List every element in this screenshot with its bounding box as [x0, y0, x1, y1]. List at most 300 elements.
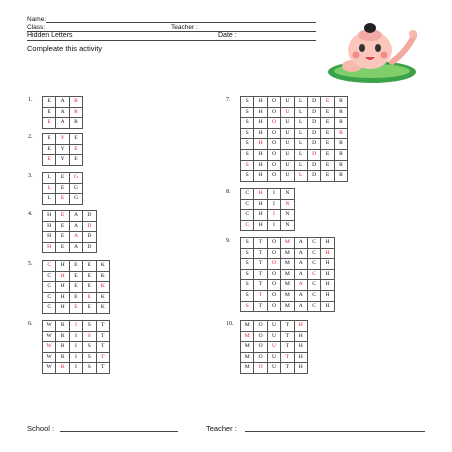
letter-cell: E [56, 211, 69, 222]
letter-cell: I [69, 342, 82, 353]
letter-cell: U [281, 171, 294, 182]
letter-cell: C [43, 282, 56, 293]
letter-cell: M [281, 301, 294, 312]
letter-cell: D [307, 107, 320, 118]
grid-row [241, 321, 308, 332]
letter-cell: H [294, 321, 307, 332]
letter-cell: E [321, 149, 334, 160]
letter-cell: U [267, 352, 280, 363]
letter-cell: O [267, 238, 280, 249]
exercise-number: 6. [28, 321, 33, 327]
letter-cell: S [83, 363, 96, 374]
grid-row [241, 118, 348, 129]
letter-cell: I [267, 220, 280, 231]
letter-cell: M [241, 363, 254, 374]
letter-cell: S [83, 331, 96, 342]
exercise-number: 8. [226, 189, 231, 195]
letter-grid-mouth [240, 320, 308, 374]
worksheet-title: Hidden Letters [27, 32, 73, 39]
letter-cell: L [43, 194, 56, 205]
letter-grid-head [42, 210, 97, 253]
letter-cell: L [294, 139, 307, 150]
letter-cell: H [321, 301, 334, 312]
letter-cell: S [241, 280, 254, 291]
grid-row [241, 269, 335, 280]
letter-cell: U [267, 363, 280, 374]
letter-cell: H [321, 248, 334, 259]
letter-cell: E [83, 282, 96, 293]
letter-cell: H [254, 118, 267, 129]
letter-grid-ear [42, 96, 83, 129]
letter-cell: A [69, 232, 82, 243]
letter-cell: W [43, 363, 56, 374]
grid-row [43, 144, 83, 155]
exercise-number: 7. [226, 97, 231, 103]
exercise-number: 9. [226, 238, 231, 244]
letter-cell: E [83, 271, 96, 282]
letter-cell: M [281, 290, 294, 301]
letter-grid-leg [42, 172, 83, 205]
letter-cell: N [281, 189, 294, 200]
letter-cell: R [334, 139, 347, 150]
letter-grid-wrist [42, 320, 110, 374]
letter-cell: L [294, 118, 307, 129]
letter-cell: R [334, 118, 347, 129]
letter-cell: T [254, 248, 267, 259]
letter-cell: H [254, 128, 267, 139]
grid-row [43, 155, 83, 166]
letter-cell: C [307, 290, 320, 301]
letter-cell: E [83, 261, 96, 272]
exercise-number: 3. [28, 173, 33, 179]
letter-cell: W [43, 321, 56, 332]
letter-cell: T [281, 331, 294, 342]
letter-cell: H [294, 342, 307, 353]
letter-cell: H [43, 221, 56, 232]
letter-cell: R [334, 107, 347, 118]
grid-row [43, 183, 83, 194]
letter-cell: O [267, 269, 280, 280]
letter-cell: C [43, 271, 56, 282]
letter-cell: T [281, 342, 294, 353]
letter-cell: A [56, 97, 69, 108]
letter-cell: H [254, 149, 267, 160]
letter-cell: H [254, 97, 267, 108]
grid-row [241, 189, 295, 200]
grid-row [241, 210, 295, 221]
letter-cell: T [281, 321, 294, 332]
letter-cell: M [241, 342, 254, 353]
letter-cell: E [321, 160, 334, 171]
grid-row [43, 363, 110, 374]
letter-cell: T [254, 238, 267, 249]
letter-cell: O [267, 280, 280, 291]
baby-illustration [322, 22, 418, 86]
grid-row [241, 107, 348, 118]
letter-cell: K [96, 292, 109, 303]
grid-row [43, 342, 110, 353]
letter-cell: A [56, 118, 69, 129]
letter-cell: T [254, 290, 267, 301]
letter-cell: D [83, 232, 96, 243]
letter-cell: E [56, 183, 69, 194]
letter-cell: H [254, 160, 267, 171]
letter-cell: A [294, 259, 307, 270]
letter-cell: R [69, 97, 82, 108]
letter-cell: M [281, 269, 294, 280]
grid-row [241, 139, 348, 150]
letter-cell: H [43, 242, 56, 253]
letter-cell: N [281, 199, 294, 210]
letter-cell: A [69, 211, 82, 222]
letter-cell: C [307, 248, 320, 259]
letter-cell: E [321, 128, 334, 139]
name-label: Name: [27, 16, 47, 23]
letter-cell: A [294, 280, 307, 291]
letter-cell: R [56, 331, 69, 342]
letter-grid-eye [42, 133, 83, 166]
letter-cell: M [241, 352, 254, 363]
letter-cell: R [56, 321, 69, 332]
letter-cell: Y [56, 134, 69, 145]
letter-cell: R [334, 171, 347, 182]
grid-row [43, 321, 110, 332]
letter-cell: M [281, 238, 294, 249]
letter-cell: O [254, 352, 267, 363]
letter-cell: K [96, 261, 109, 272]
letter-cell: I [267, 199, 280, 210]
letter-cell: E [69, 261, 82, 272]
letter-cell: U [267, 331, 280, 342]
grid-row [43, 211, 97, 222]
letter-cell: E [43, 144, 56, 155]
letter-cell: U [281, 139, 294, 150]
grid-row [241, 160, 348, 171]
letter-cell: E [321, 107, 334, 118]
letter-cell: T [96, 331, 109, 342]
grid-row [241, 149, 348, 160]
letter-cell: D [83, 242, 96, 253]
letter-cell: E [56, 194, 69, 205]
grid-row [241, 128, 348, 139]
letter-cell: E [321, 171, 334, 182]
letter-cell: U [267, 342, 280, 353]
grid-row [43, 242, 97, 253]
letter-cell: O [267, 97, 280, 108]
letter-cell: H [254, 171, 267, 182]
letter-cell: R [56, 342, 69, 353]
grid-row [241, 280, 335, 291]
grid-row [43, 221, 97, 232]
letter-cell: W [43, 342, 56, 353]
teacher-line [245, 431, 425, 432]
letter-cell: C [307, 238, 320, 249]
exercise-number: 10. [226, 321, 234, 327]
letter-cell: E [83, 303, 96, 314]
letter-cell: D [83, 221, 96, 232]
letter-cell: O [267, 139, 280, 150]
letter-cell: E [56, 221, 69, 232]
letter-cell: O [254, 331, 267, 342]
name-line [46, 22, 316, 23]
letter-cell: I [69, 352, 82, 363]
grid-row [241, 352, 308, 363]
letter-cell: L [294, 107, 307, 118]
letter-cell: O [267, 128, 280, 139]
grid-row [241, 238, 335, 249]
letter-cell: R [334, 97, 347, 108]
letter-cell: H [43, 232, 56, 243]
letter-cell: H [56, 292, 69, 303]
date-label: Date : [218, 32, 237, 39]
letter-cell: D [307, 160, 320, 171]
letter-cell: S [241, 171, 254, 182]
letter-cell: U [281, 128, 294, 139]
letter-cell: H [294, 331, 307, 342]
letter-cell: H [321, 280, 334, 291]
letter-cell: S [241, 160, 254, 171]
title-line [27, 40, 316, 41]
footer-school-label: School : [27, 424, 55, 433]
letter-cell: E [43, 118, 56, 129]
letter-cell: C [307, 259, 320, 270]
letter-cell: R [334, 149, 347, 160]
letter-cell: C [241, 189, 254, 200]
letter-cell: M [241, 321, 254, 332]
grid-row [43, 118, 83, 129]
letter-cell: G [69, 183, 82, 194]
letter-cell: L [43, 173, 56, 184]
letter-cell: I [69, 321, 82, 332]
letter-cell: C [241, 199, 254, 210]
letter-cell: O [254, 363, 267, 374]
letter-cell: S [241, 259, 254, 270]
letter-cell: E [69, 155, 82, 166]
letter-cell: T [96, 363, 109, 374]
grid-row [241, 248, 335, 259]
letter-cell: H [254, 107, 267, 118]
letter-cell: S [241, 149, 254, 160]
grid-row [241, 331, 308, 342]
letter-cell: S [83, 342, 96, 353]
grid-row [43, 173, 83, 184]
letter-cell: S [241, 290, 254, 301]
exercise-number: 4. [28, 211, 33, 217]
letter-cell: S [241, 248, 254, 259]
letter-cell: T [254, 269, 267, 280]
letter-cell: C [241, 210, 254, 221]
letter-cell: K [96, 271, 109, 282]
letter-cell: H [56, 271, 69, 282]
letter-cell: D [307, 139, 320, 150]
letter-cell: A [294, 269, 307, 280]
letter-cell: U [281, 160, 294, 171]
letter-cell: R [69, 118, 82, 129]
grid-row [43, 107, 83, 118]
letter-cell: A [294, 290, 307, 301]
school-line [60, 431, 178, 432]
letter-cell: E [321, 139, 334, 150]
letter-cell: T [281, 363, 294, 374]
letter-cell: S [241, 238, 254, 249]
grid-row [241, 342, 308, 353]
letter-cell: S [241, 118, 254, 129]
letter-cell: E [56, 242, 69, 253]
letter-cell: T [254, 301, 267, 312]
grid-row [241, 363, 308, 374]
letter-cell: A [294, 238, 307, 249]
letter-cell: E [43, 97, 56, 108]
letter-cell: E [321, 97, 334, 108]
letter-cell: R [56, 352, 69, 363]
exercise-number: 5. [28, 261, 33, 267]
letter-cell: N [281, 220, 294, 231]
letter-cell: Y [56, 144, 69, 155]
letter-cell: D [307, 149, 320, 160]
grid-row [241, 97, 348, 108]
letter-cell: H [56, 303, 69, 314]
grid-row [241, 259, 335, 270]
letter-cell: I [267, 189, 280, 200]
grid-row [43, 282, 110, 293]
letter-cell: T [254, 259, 267, 270]
letter-cell: S [83, 321, 96, 332]
letter-cell: H [254, 220, 267, 231]
letter-cell: C [241, 220, 254, 231]
letter-grid-chin [240, 188, 295, 231]
letter-cell: C [43, 261, 56, 272]
letter-cell: H [254, 139, 267, 150]
letter-cell: W [43, 331, 56, 342]
letter-cell: O [267, 259, 280, 270]
letter-cell: H [254, 199, 267, 210]
letter-cell: T [96, 342, 109, 353]
letter-cell: O [254, 321, 267, 332]
letter-cell: S [241, 139, 254, 150]
instruction-text: Compleate this activity [27, 44, 103, 53]
class-label: Class: [27, 24, 46, 31]
letter-cell: H [294, 363, 307, 374]
letter-cell: C [307, 301, 320, 312]
letter-cell: U [281, 149, 294, 160]
grid-row [43, 261, 110, 272]
letter-cell: L [43, 183, 56, 194]
letter-cell: E [43, 134, 56, 145]
letter-cell: E [69, 134, 82, 145]
letter-cell: C [307, 269, 320, 280]
letter-cell: E [69, 292, 82, 303]
letter-cell: A [294, 301, 307, 312]
letter-cell: I [267, 210, 280, 221]
letter-cell: E [43, 155, 56, 166]
letter-cell: L [294, 171, 307, 182]
letter-cell: M [281, 280, 294, 291]
grid-row [241, 290, 335, 301]
letter-cell: T [96, 352, 109, 363]
grid-row [43, 97, 83, 108]
letter-cell: U [281, 118, 294, 129]
letter-cell: S [83, 352, 96, 363]
letter-cell: S [241, 301, 254, 312]
letter-cell: G [69, 194, 82, 205]
letter-cell: R [334, 128, 347, 139]
letter-cell: S [241, 128, 254, 139]
letter-cell: E [321, 118, 334, 129]
grid-row [241, 301, 335, 312]
letter-cell: A [56, 107, 69, 118]
letter-cell: H [56, 261, 69, 272]
letter-cell: K [96, 303, 109, 314]
letter-cell: O [267, 248, 280, 259]
letter-cell: L [294, 128, 307, 139]
grid-row [241, 220, 295, 231]
letter-cell: D [307, 97, 320, 108]
letter-cell: S [241, 107, 254, 118]
letter-cell: A [69, 221, 82, 232]
letter-cell: H [321, 269, 334, 280]
footer-teacher-label: Teacher : [206, 424, 237, 433]
letter-cell: H [321, 238, 334, 249]
grid-row [43, 134, 83, 145]
letter-grid-stomach [240, 237, 335, 312]
letter-cell: T [281, 352, 294, 363]
header-teacher-label: Teacher : [171, 24, 198, 31]
letter-cell: O [267, 107, 280, 118]
letter-cell: R [334, 160, 347, 171]
letter-cell: H [321, 259, 334, 270]
letter-cell: D [307, 128, 320, 139]
grid-row [43, 303, 110, 314]
letter-cell: E [83, 292, 96, 303]
letter-cell: O [267, 160, 280, 171]
letter-cell: N [281, 210, 294, 221]
grid-row [241, 199, 295, 210]
letter-cell: D [83, 211, 96, 222]
letter-cell: D [307, 118, 320, 129]
letter-cell: U [267, 321, 280, 332]
grid-row [43, 331, 110, 342]
letter-cell: O [267, 171, 280, 182]
exercise-number: 1. [28, 97, 33, 103]
letter-cell: H [321, 290, 334, 301]
letter-cell: W [43, 352, 56, 363]
letter-cell: U [281, 107, 294, 118]
letter-cell: I [69, 363, 82, 374]
letter-cell: M [281, 248, 294, 259]
letter-cell: C [43, 292, 56, 303]
letter-cell: E [56, 232, 69, 243]
letter-cell: H [254, 210, 267, 221]
letter-cell: L [294, 149, 307, 160]
grid-row [43, 232, 97, 243]
letter-cell: E [43, 107, 56, 118]
letter-cell: S [241, 269, 254, 280]
letter-cell: E [56, 173, 69, 184]
grid-row [43, 271, 110, 282]
letter-cell: D [307, 171, 320, 182]
letter-cell: C [43, 303, 56, 314]
grid-row [241, 171, 348, 182]
letter-cell: L [294, 160, 307, 171]
letter-cell: H [254, 189, 267, 200]
letter-cell: H [56, 282, 69, 293]
letter-cell: O [267, 290, 280, 301]
letter-cell: O [267, 301, 280, 312]
letter-cell: G [69, 173, 82, 184]
letter-cell: U [281, 97, 294, 108]
letter-grid-shoulder [240, 96, 348, 182]
letter-cell: E [69, 282, 82, 293]
